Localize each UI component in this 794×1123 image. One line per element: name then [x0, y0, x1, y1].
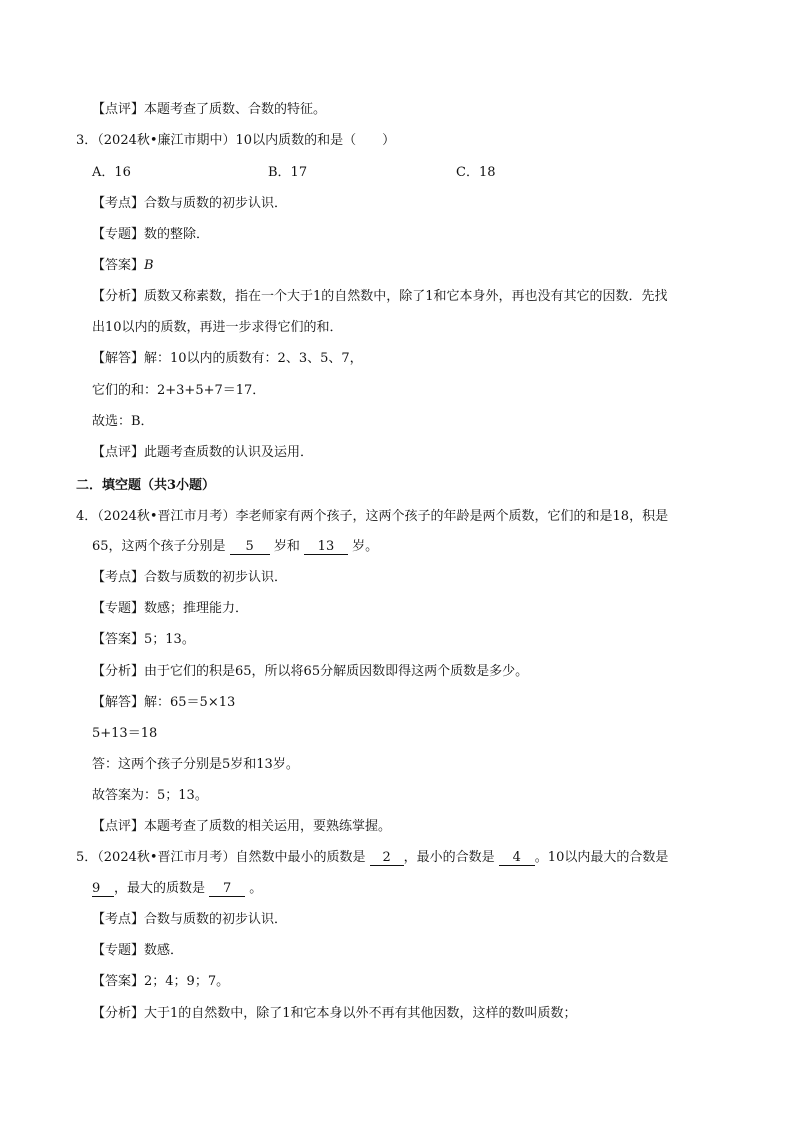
stem-text: 5．（2024秋•晋江市月考）自然数中最小的质数是	[76, 850, 370, 865]
q4-fenxi	[92, 663, 528, 681]
answer-blank: 2	[370, 850, 404, 866]
q3-jieda-line-2: 故选：B．	[92, 414, 154, 429]
question-4-stem: 4．（2024秋•晋江市月考）李老师家有两个孩子，这两个孩子的年龄是两个质数，它们的和是18，积是	[76, 509, 669, 524]
stem-text: 。	[245, 881, 263, 896]
kaodian-text: 合数与质数的初步认识．	[144, 570, 288, 585]
dianping-text: 本题考查了质数的相关运用，要熟练掌握。	[144, 819, 392, 834]
q4-jieda	[92, 694, 235, 712]
q4-zhuanti	[92, 600, 248, 618]
jieda-text: 解：65＝5×13	[144, 695, 236, 710]
jieda-tag: 【解答】	[92, 351, 145, 366]
q4-jieda-line-3: 故答案为：5；13。	[92, 788, 208, 803]
fenxi-tag: 【分析】	[92, 289, 145, 304]
q3-fenxi	[92, 288, 668, 306]
question-4-stem-cont	[92, 538, 378, 556]
stem-text: 岁和	[269, 539, 304, 554]
daan-tag: 【答案】	[92, 258, 145, 273]
daan-text: 2；4；9；7。	[144, 974, 230, 989]
kaodian-tag: 【考点】	[92, 196, 145, 211]
q4-kaodian	[92, 569, 287, 587]
q3-dianping	[92, 444, 313, 462]
fenxi-text: 大于1的自然数中，除了1和它本身以外不再有其他因数，这样的数叫质数；	[144, 1006, 577, 1021]
option-c: C．18	[456, 165, 496, 180]
kaodian-text: 合数与质数的初步认识．	[144, 912, 288, 927]
q5-zhuanti	[92, 942, 183, 960]
daan-tag: 【答案】	[92, 974, 145, 989]
zhuanti-text: 数感．	[144, 943, 184, 958]
dianping-text: 此题考查质数的认识及运用．	[144, 445, 314, 460]
daan-text: 5；13。	[144, 632, 195, 647]
option-a: A．16	[92, 165, 131, 180]
stem-text: 。10以内最大的合数是	[534, 850, 669, 865]
option-b: B．17	[268, 165, 308, 180]
jieda-text: 解：10以内的质数有：2、3、5、7，	[144, 351, 363, 366]
comment-text: 本题考查了质数、合数的特征。	[144, 102, 327, 117]
answer-blank: 5	[230, 539, 270, 555]
q4-jieda-line-2: 答：这两个孩子分别是5岁和13岁。	[92, 757, 299, 772]
zhuanti-text: 数的整除．	[144, 227, 210, 242]
comment-tag: 【点评】	[92, 102, 145, 117]
zhuanti-tag: 【专题】	[92, 943, 145, 958]
fenxi-text: 质数又称素数，指在一个大于1的自然数中，除了1和它本身外，再也没有其它的因数．先找	[144, 289, 668, 304]
section-title: 二．填空题（共3小题）	[76, 478, 216, 493]
q5-fenxi	[92, 1005, 577, 1023]
zhuanti-tag: 【专题】	[92, 227, 145, 242]
q4-daan	[92, 631, 195, 649]
kaodian-tag: 【考点】	[92, 570, 145, 585]
answer-blank: 4	[499, 850, 535, 866]
q3-jieda	[92, 350, 363, 368]
q4-dianping	[92, 818, 391, 836]
stem-text: ，最小的合数是	[403, 850, 499, 865]
q3-zhuanti	[92, 226, 209, 244]
dianping-tag: 【点评】	[92, 445, 145, 460]
fenxi-tag: 【分析】	[92, 1006, 145, 1021]
answer-blank: 7	[209, 881, 245, 897]
question-5-stem	[76, 849, 668, 867]
q3-jieda-line-1: 它们的和：2+3+5+7＝17．	[92, 383, 266, 398]
question-5-stem-cont	[92, 880, 262, 898]
stem-text: ，最大的质数是	[114, 881, 210, 896]
kaodian-text: 合数与质数的初步认识．	[144, 196, 288, 211]
fenxi-tag: 【分析】	[92, 664, 145, 679]
daan-text: B	[144, 258, 154, 273]
stem-text: 岁。	[347, 539, 379, 554]
daan-tag: 【答案】	[92, 632, 145, 647]
q3-daan	[92, 257, 154, 275]
dianping-tag: 【点评】	[92, 819, 145, 834]
fenxi-text: 由于它们的积是65，所以将65分解质因数即得这两个质数是多少。	[144, 664, 529, 679]
zhuanti-tag: 【专题】	[92, 601, 145, 616]
q3-fenxi-cont: 出10以内的质数，再进一步求得它们的和．	[92, 320, 343, 335]
question-3-stem: 3．（2024秋•廉江市期中）10以内质数的和是（ ）	[76, 133, 396, 148]
answer-blank: 9	[92, 881, 114, 897]
q5-kaodian	[92, 911, 287, 929]
jieda-tag: 【解答】	[92, 695, 145, 710]
kaodian-tag: 【考点】	[92, 912, 145, 927]
q5-daan	[92, 973, 229, 991]
answer-blank: 13	[304, 539, 348, 555]
stem-text: 65，这两个孩子分别是	[92, 539, 230, 554]
q4-jieda-line-1: 5+13＝18	[92, 726, 158, 741]
zhuanti-text: 数感；推理能力．	[144, 601, 249, 616]
q3-kaodian	[92, 195, 287, 213]
comment-line	[92, 101, 326, 119]
